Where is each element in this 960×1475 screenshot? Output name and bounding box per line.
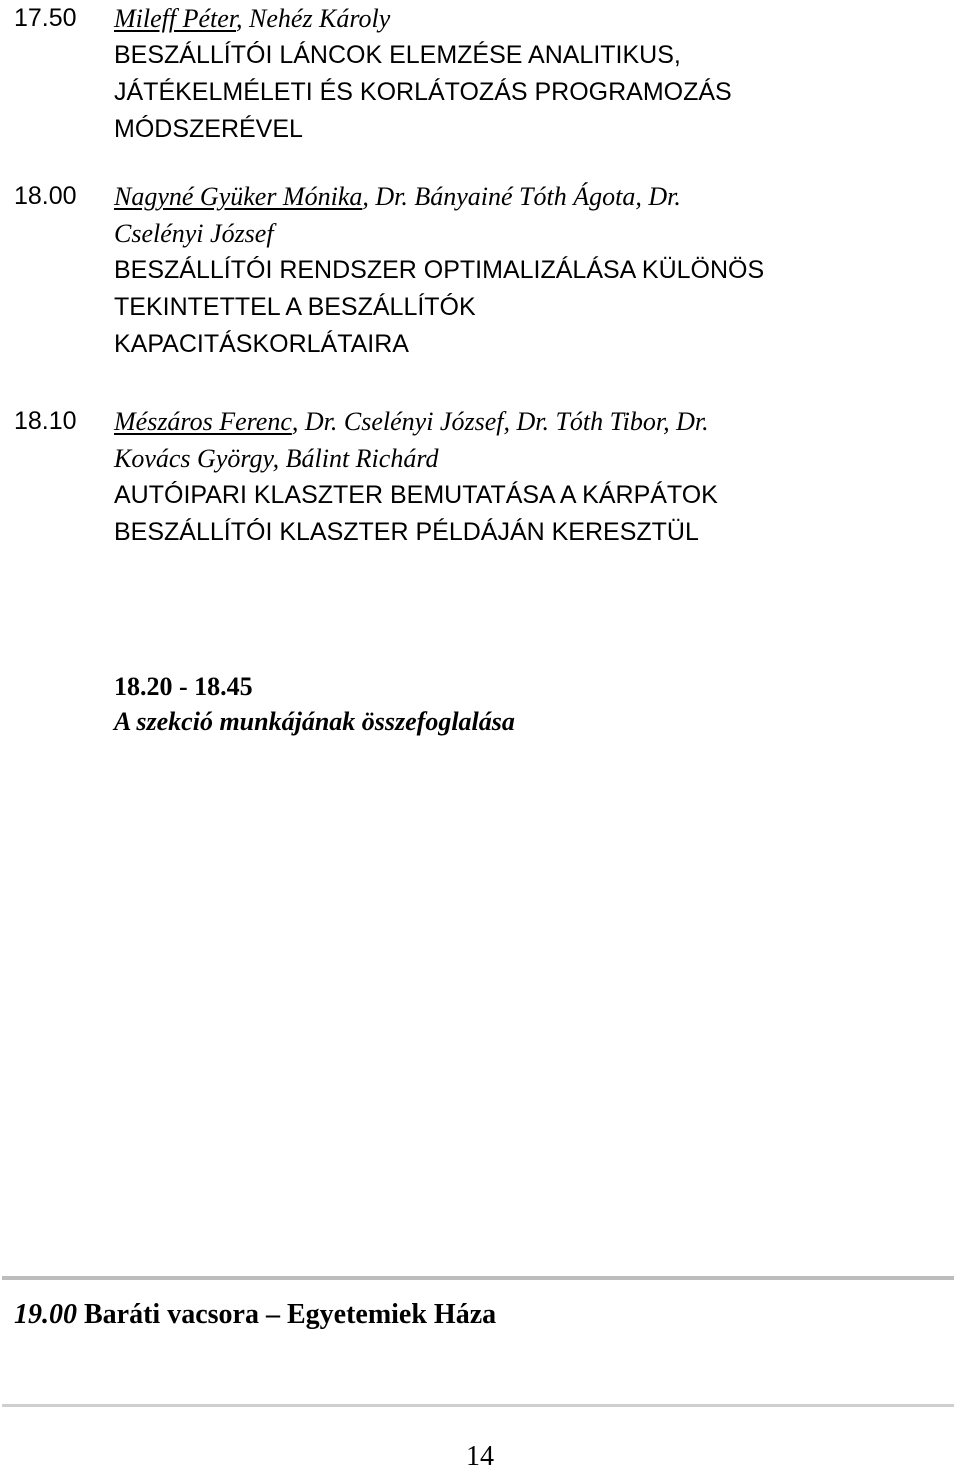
session-authors-cont: Cselényi József [114,219,274,248]
session-title-line: MÓDSZERÉVEL [114,115,303,143]
session-title-line: JÁTÉKELMÉLETI ÉS KORLÁTOZÁS PROGRAMOZÁS [114,78,732,106]
closing-time: 18.20 - 18.45 [114,672,253,701]
session-authors: Nagyné Gyüker Mónika, Dr. Bányainé Tóth Ágota, Dr. [114,182,681,211]
dinner-text: Baráti vacsora – Egyetemiek Háza [77,1299,497,1330]
session-time: 18.00 [14,182,77,210]
session-title-line: BESZÁLLÍTÓI RENDSZER OPTIMALIZÁLÁSA KÜLÖNÖS [114,256,765,284]
author-link[interactable]: Nagyné Gyüker Mónika [114,182,363,211]
dinner-line [14,1296,496,1333]
session-title-line: TEKINTETTEL A BESZÁLLÍTÓK [114,293,476,321]
dinner-time: 19.00 [14,1299,77,1330]
author-link[interactable]: Mészáros Ferenc [114,407,292,436]
session-authors: Mészáros Ferenc, Dr. Cselényi József, Dr. Tóth Tibor, Dr. [114,407,709,436]
closing-text: A szekció munkájának összefoglalása [114,707,515,736]
divider-bottom [2,1404,954,1407]
session-title-line: BESZÁLLÍTÓI KLASZTER PÉLDÁJÁN KERESZTÜL [114,518,699,546]
session-time: 17.50 [14,4,77,32]
session-title-line: BESZÁLLÍTÓI LÁNCOK ELEMZÉSE ANALITIKUS, [114,41,681,69]
divider-top [2,1276,954,1280]
page-number: 14 [466,1441,494,1472]
session-title-line: AUTÓIPARI KLASZTER BEMUTATÁSA A KÁRPÁTOK [114,481,718,509]
author-link[interactable]: Mileff Péter [114,4,237,33]
session-title-line: KAPACITÁSKORLÁTAIRA [114,330,409,358]
session-authors: Mileff Péter, Nehéz Károly [114,4,391,33]
session-authors-cont: Kovács György, Bálint Richárd [114,444,439,473]
session-time: 18.10 [14,407,77,435]
